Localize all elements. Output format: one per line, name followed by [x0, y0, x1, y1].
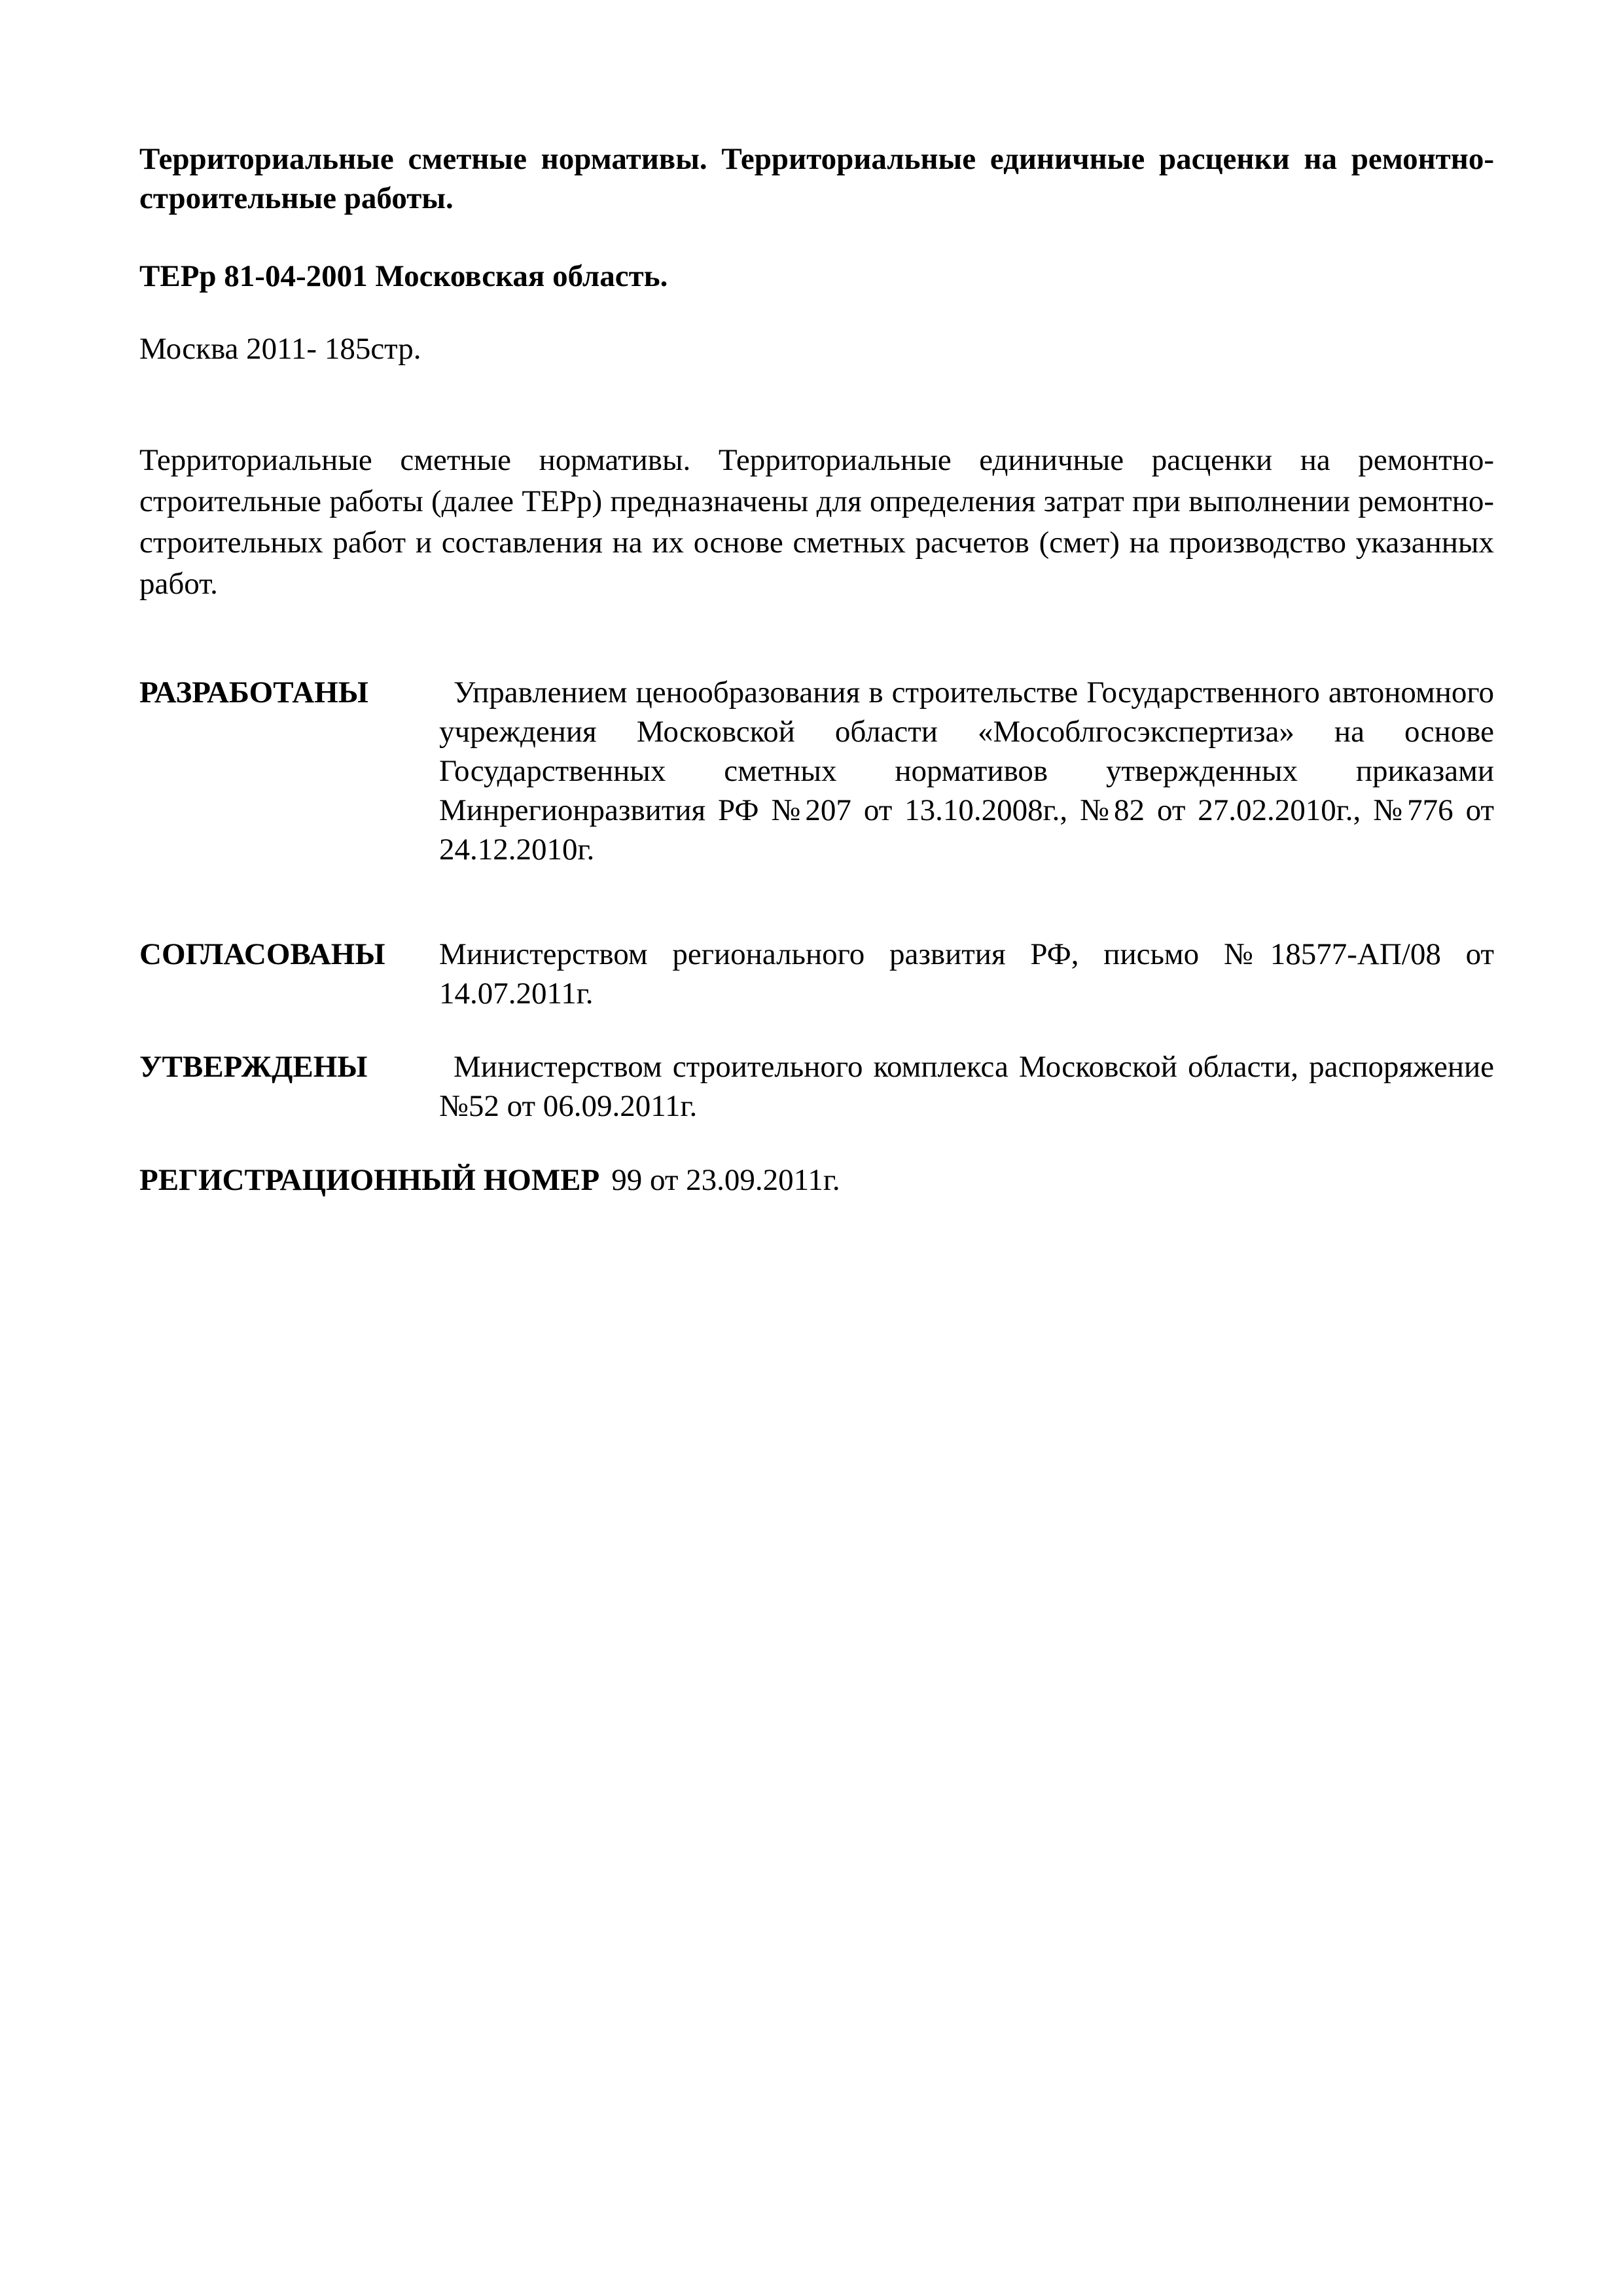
meta-label-agreed: СОГЛАСОВАНЫ [139, 937, 385, 971]
meta-value-approved: Министерством строительного комплекса Московской области, распоряжение №52 от 06.09.2011г. [439, 1050, 1494, 1123]
document-code: ТЕРр 81-04-2001 Московская область. [139, 259, 668, 293]
document-abstract: Территориальные сметные нормативы. Территориальные единичные расценки на ремонтно-строительные работы (далее ТЕРр) предназначены для определения затрат при выполнении ремонтно-строительных работ и составления на их основе сметных расчетов (смет) на производство указанных работ. [139, 443, 1494, 601]
meta-value-agreed: Министерством регионального развития РФ, письмо №18577-АП/08 от 14.07.2011г. [439, 937, 1494, 1011]
meta-label-registration: РЕГИСТРАЦИОННЫЙ НОМЕР [139, 1163, 600, 1197]
meta-value-registration: 99 от 23.09.2011г. [611, 1163, 840, 1197]
meta-registration [139, 1160, 1494, 1200]
meta-label-approved: УТВЕРЖДЕНЫ [139, 1050, 368, 1084]
document-title: Территориальные сметные нормативы. Территориальные единичные расценки на ремонтно-строительные работы. [139, 142, 1494, 215]
meta-label-developed: РАЗРАБОТАНЫ [139, 675, 368, 709]
meta-value-developed: Управлением ценообразования в строительстве Государственного автономного учреждения Московской области «Мособлгосэкспертиза» на основе Государственных сметных нормативов утвержденных приказами Минрегионразвития РФ №207 от 13.10.2008г., №82 от 27.02.2010г., №776 от 24.12.2010г. [439, 675, 1494, 867]
document-imprint: Москва 2011- 185стр. [139, 332, 421, 366]
